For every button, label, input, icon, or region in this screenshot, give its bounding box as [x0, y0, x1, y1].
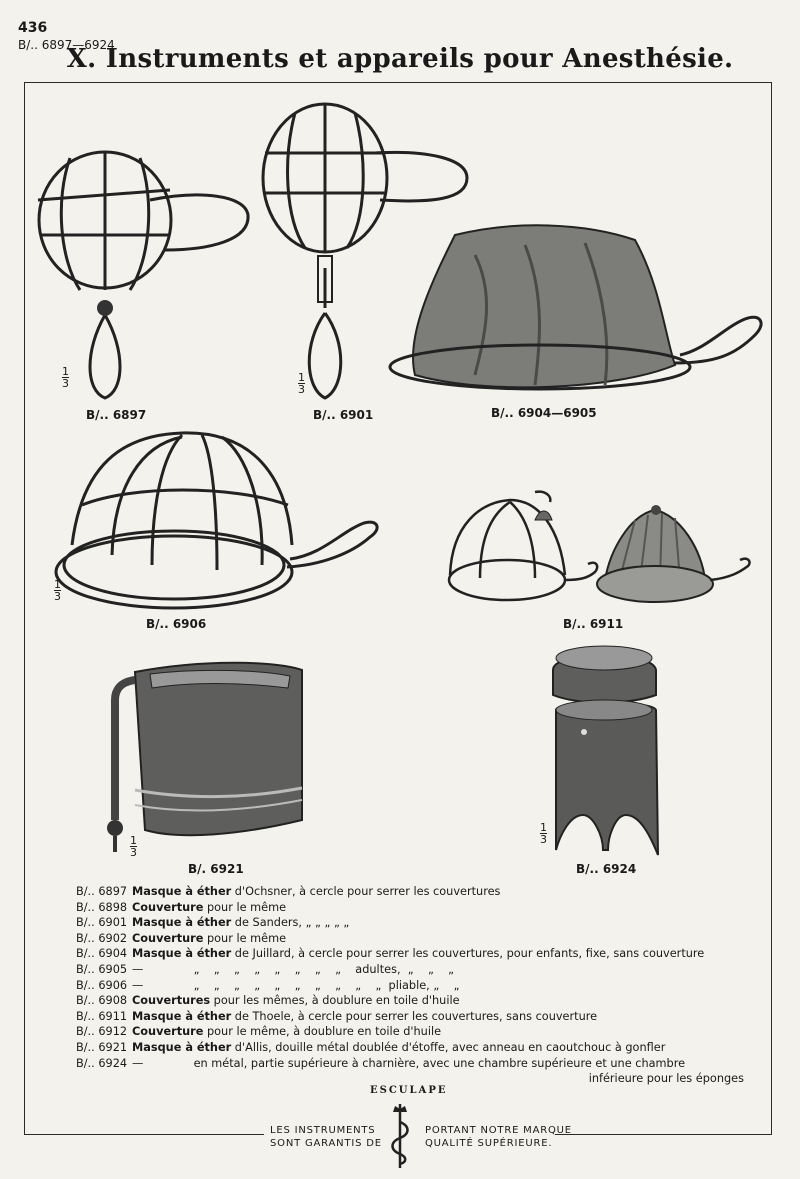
catalog-item-text: de Juillard, à cercle pour serrer les couvertures, pour enfants, fixe, sans couverture: [231, 947, 705, 961]
scale-6901-num: 1: [298, 371, 305, 384]
catalog-row: [76, 884, 766, 900]
catalog-ref: B/.. 6902: [76, 931, 128, 945]
catalog-row: [76, 978, 766, 994]
catalog-item-name: Masque à éther: [132, 947, 232, 961]
catalog-item-text: — „ „ „ „ „ „ „ „ „ „ pliable, „ „: [132, 978, 460, 992]
catalog-ref: B/.. 6908: [76, 994, 128, 1008]
scale-6901-den: 3: [298, 383, 305, 396]
footer-right-line2: QUALITÉ SUPÉRIEURE.: [425, 1138, 553, 1149]
mask-6906-illustration: [52, 425, 387, 615]
footer-right-line1: PORTANT NOTRE MARQUE: [425, 1125, 572, 1136]
catalog-row: [76, 931, 766, 947]
catalog-ref: B/.. 6912: [76, 1025, 128, 1039]
mask-6924-illustration: [548, 640, 668, 865]
catalog-item-name: Masque à éther: [132, 916, 232, 930]
mask-6921-illustration: [90, 660, 310, 860]
label-6921: B/. 6921: [188, 862, 244, 876]
scale-6906: [54, 579, 61, 602]
catalog-row: [76, 900, 766, 916]
catalog-ref: B/.. 6901: [76, 916, 128, 930]
catalog-item-name: Couverture: [132, 900, 204, 914]
catalog-item-text: de Thoele, à cercle pour serrer les couvertures, sans couverture: [231, 1009, 598, 1023]
mask-6911-illustration: [440, 480, 760, 615]
scale-6924: [540, 822, 547, 845]
catalog-item-name: Masque à éther: [132, 1040, 232, 1054]
catalog-row: [76, 993, 766, 1009]
catalog-ref: B/.. 6911: [76, 1009, 128, 1023]
catalog-ref: B/.. 6898: [76, 900, 128, 914]
catalog-row: [76, 1009, 766, 1025]
catalog-item-text: de Sanders, „ „ „ „ „: [231, 916, 350, 930]
scale-6901: [298, 372, 305, 395]
page-title: X. Instruments et appareils pour Anesthésie.: [66, 44, 734, 74]
scale-6906-num: 1: [54, 578, 61, 591]
footer-left-line2: SONT GARANTIS DE: [270, 1138, 382, 1149]
page-range: B/.. 6897—6924: [18, 38, 115, 52]
scale-6921: [130, 835, 137, 858]
footer-rule-right: [555, 1134, 772, 1135]
catalog-item-text: inférieure pour les éponges: [588, 1072, 744, 1086]
caduceus-icon: [385, 1100, 415, 1170]
catalog-item-text: pour le même, à doublure en toile d'huile: [203, 1025, 442, 1039]
label-6924: B/.. 6924: [576, 862, 637, 876]
catalog-ref: B/.. 6906: [76, 978, 128, 992]
catalog-item-name: Couvertures: [132, 994, 211, 1008]
footer-left-text: [270, 1124, 382, 1150]
footer-left-line1: LES INSTRUMENTS: [270, 1125, 376, 1136]
catalog-item-text: d'Allis, douille métal doublée d'étoffe, avec anneau en caoutchouc à gonfler: [231, 1040, 666, 1054]
catalog-row: [76, 1040, 766, 1056]
catalog-row: [76, 962, 766, 978]
scale-6906-den: 3: [54, 590, 61, 603]
scale-6897: [62, 366, 69, 389]
label-6897: B/.. 6897: [86, 408, 147, 422]
scale-6897-den: 3: [62, 377, 69, 390]
scale-6897-num: 1: [62, 365, 69, 378]
footer-right-text: [425, 1124, 572, 1150]
catalog-list: [76, 884, 766, 1087]
catalog-item-text: — „ „ „ „ „ „ „ „ adultes, „ „ „: [132, 962, 455, 976]
catalog-row: [76, 1024, 766, 1040]
catalog-item-name: Couverture: [132, 1025, 204, 1039]
catalog-row: [76, 1056, 766, 1072]
catalog-item-text: d'Ochsner, à cercle pour serrer les couvertures: [231, 885, 501, 898]
mask-6904-6905-illustration: [375, 215, 775, 410]
scale-6924-num: 1: [540, 821, 547, 834]
label-6911: B/.. 6911: [563, 617, 624, 631]
catalog-row: [76, 915, 766, 931]
catalog-ref: B/.. 6921: [76, 1040, 128, 1054]
catalog-item-text: pour le même: [203, 931, 287, 945]
catalog-item-name: Couverture: [132, 931, 204, 945]
catalog-item-name: Masque à éther: [132, 1009, 232, 1023]
catalog-item-text: pour les mêmes, à doublure en toile d'huile: [210, 994, 460, 1008]
scale-6921-den: 3: [130, 846, 137, 859]
catalog-item-text: pour le même: [203, 900, 287, 914]
catalog-row: [76, 946, 766, 962]
label-6906: B/.. 6906: [146, 617, 207, 631]
catalog-ref: B/.. 6905: [76, 962, 128, 976]
catalog-item-text: — en métal, partie supérieure à charnière, avec une chambre supérieure et une chambre: [132, 1056, 686, 1070]
catalog-ref: B/.. 6897: [76, 885, 128, 898]
footer-brand: ESCULAPE: [370, 1085, 448, 1096]
label-6904-6905: B/.. 6904—6905: [491, 406, 597, 420]
catalog-ref: B/.. 6924: [76, 1056, 128, 1070]
catalog-ref: B/.. 6904: [76, 947, 128, 961]
scale-6921-num: 1: [130, 834, 137, 847]
label-6901: B/.. 6901: [313, 408, 374, 422]
catalog-item-name: Masque à éther: [132, 885, 232, 898]
footer-rule-left: [24, 1134, 264, 1135]
page-number: 436: [18, 20, 48, 36]
scale-6924-den: 3: [540, 833, 547, 846]
